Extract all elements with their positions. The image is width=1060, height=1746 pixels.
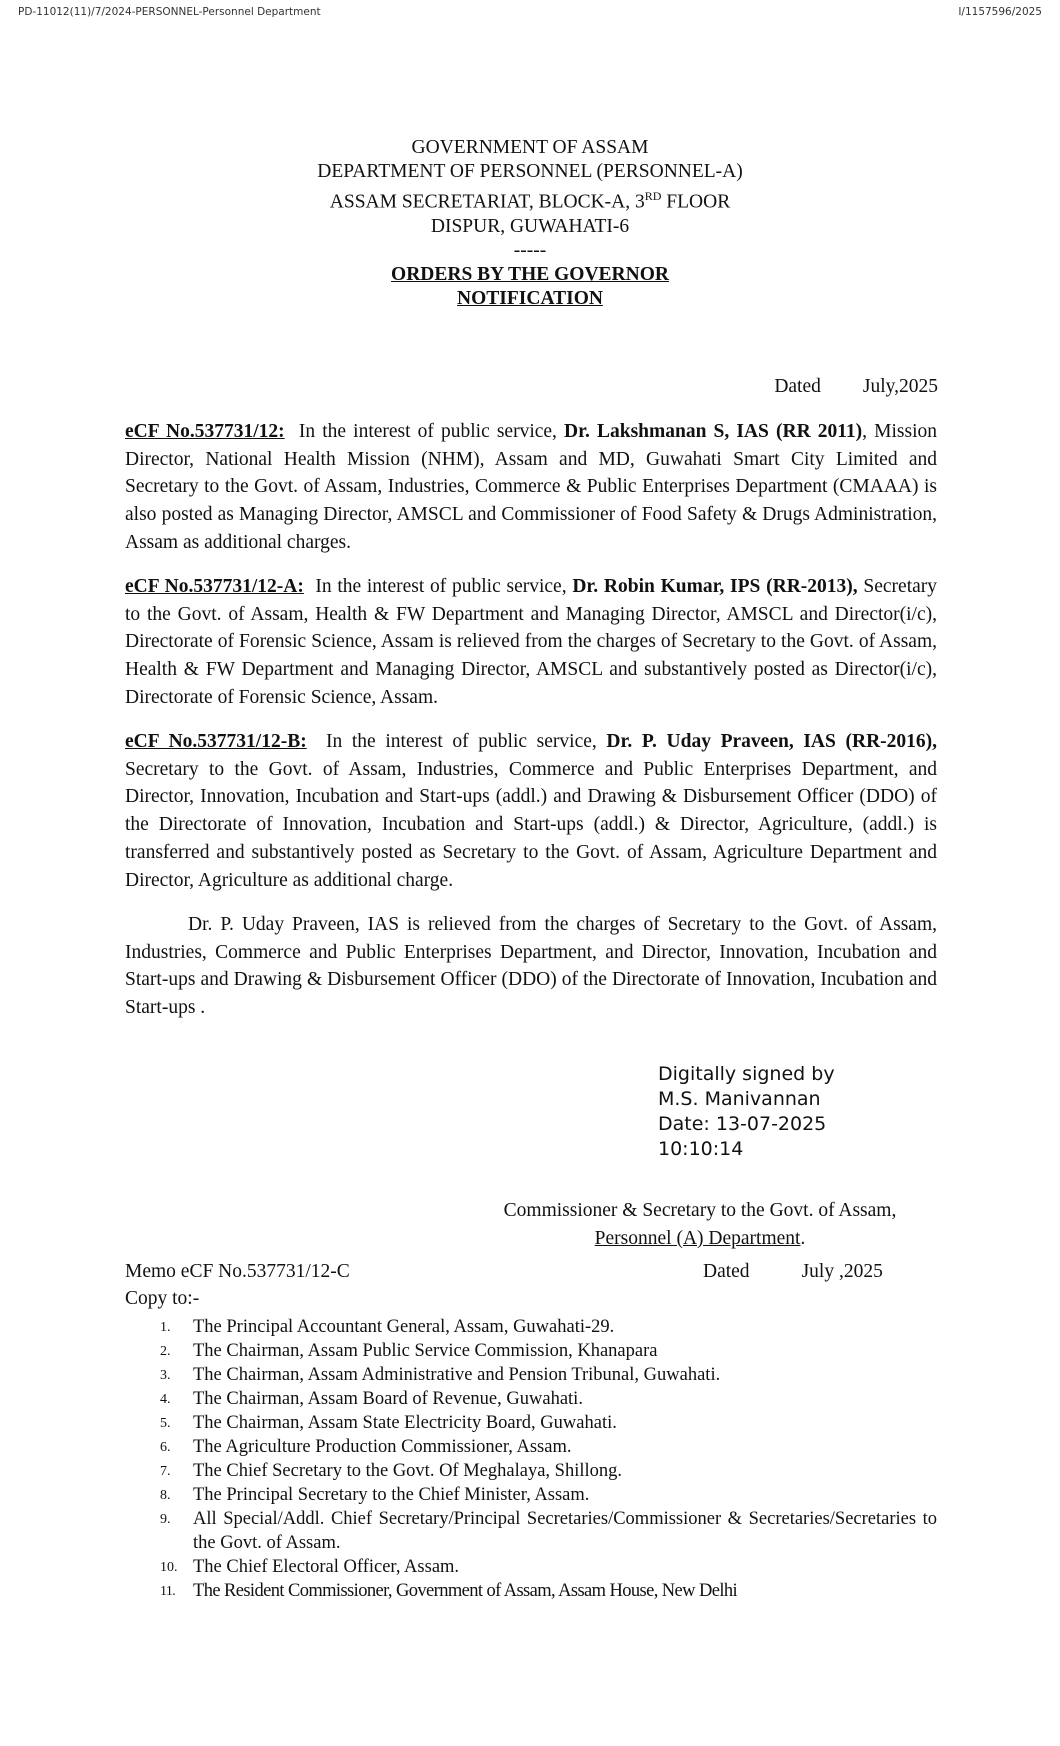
signature-time: 10:10:14 [658,1138,744,1160]
header-separator: ----- [513,239,547,261]
order-paragraph-3 [125,728,937,894]
list-number: 4. [160,1392,171,1407]
copy-list [160,1315,937,1603]
list-item [160,1579,937,1603]
officer-name: Dr. P. Uday Praveen, IAS (RR-2016), [606,731,938,752]
list-text: The Chairman, Assam State Electricity Board, Guwahati. [193,1413,617,1433]
list-number: 8. [160,1488,171,1503]
list-number: 10. [160,1560,178,1575]
digital-signature [658,1062,835,1162]
list-text: The Agriculture Production Commissioner, Assam. [193,1437,572,1457]
memo-dated-value: July ,2025 [801,1261,883,1282]
header-address [0,184,1060,215]
order-lead: In the interest of public service, [326,731,597,752]
list-number: 1. [160,1320,171,1335]
list-number: 3. [160,1368,171,1383]
dated-label: Dated [774,376,821,397]
letterhead [0,136,1060,311]
officer-name: Dr. Lakshmanan S, IAS (RR 2011) [564,421,863,442]
list-number: 2. [160,1344,171,1359]
officer-name: Dr. Robin Kumar, IPS (RR-2013), [572,576,858,597]
header-address-floor: FLOOR [661,191,731,213]
list-number: 9. [160,1512,171,1527]
list-number: 11. [160,1584,176,1599]
list-text: The Chief Electoral Officer, Assam. [193,1557,460,1577]
header-government: GOVERNMENT OF ASSAM [411,137,649,158]
order-lead: In the interest of public service, [298,421,557,442]
order-lead: In the interest of public service, [315,576,567,597]
list-item [160,1387,937,1411]
list-item [160,1339,937,1363]
list-item [160,1435,937,1459]
signature-signer: M.S. Manivannan [658,1088,821,1110]
notification-heading: NOTIFICATION [457,287,603,309]
memo-reference: Memo eCF No.537731/12-C [125,1261,350,1282]
list-text: The Principal Secretary to the Chief Minister, Assam. [193,1485,590,1505]
orders-heading: ORDERS BY THE GOVERNOR [391,263,669,285]
order-paragraph-2 [125,573,937,712]
list-item [160,1411,937,1435]
list-number: 5. [160,1416,171,1431]
copy-to-label: Copy to:- [125,1288,200,1309]
designation-suffix: . [800,1228,806,1249]
signature-line-1: Digitally signed by [658,1063,835,1085]
order-reference: eCF No.537731/12-A: [125,576,304,597]
order-body: , Mission Director, National Health Mission (NHM), Assam and MD, Guwahati Smart City Limited and Secretary to the Govt. of Assam, Industries, Commerce & Public Enterprises Department (CMAAA) is also posted as Managing Director, AMSCL and Commissioner of Food Safety & Drugs Administration, Assam as additional charges. [125,421,938,553]
memo-dated-label: Dated [703,1261,750,1282]
follow-up-paragraph: Dr. P. Uday Praveen, IAS is relieved from the charges of Secretary to the Govt. of Assam, Industries, Commerce and Public Enterprises Department, and Director, Innovation, Incubation and Start-ups and Drawing & Disbursement Officer (DDO) of the Directorate of Innovation, Incubation and Start-ups . [125,914,937,1019]
list-text: The Principal Accountant General, Assam, Guwahati-29. [193,1317,615,1337]
list-item [160,1315,937,1339]
list-item [160,1483,937,1507]
dated-value: July,2025 [862,376,938,397]
designation-line-2 [480,1225,920,1253]
list-text: The Resident Commissioner, Government of Assam, Assam House, New Delhi [193,1581,738,1601]
list-item [160,1363,937,1387]
list-item [160,1507,937,1555]
header-address-text: ASSAM SECRETARIAT, BLOCK-A, 3 [329,191,645,213]
header-floor-superscript: RD [644,189,662,203]
order-paragraph-1 [125,418,937,557]
order-reference: eCF No.537731/12-B: [125,731,307,752]
designation-line-1: Commissioner & Secretary to the Govt. of Assam, [503,1200,897,1221]
header-city: DISPUR, GUWAHATI-6 [430,215,630,237]
order-reference: eCF No.537731/12: [125,421,285,442]
list-text: The Chairman, Assam Board of Revenue, Guwahati. [193,1389,583,1409]
signatory-designation [480,1197,920,1253]
list-number: 6. [160,1440,171,1455]
list-text: All Special/Addl. Chief Secretary/Principal Secretaries/Commissioner & Secretaries/Secretaries to the Govt. of Assam. [193,1509,937,1553]
list-item [160,1459,937,1483]
list-text: The Chief Secretary to the Govt. Of Meghalaya, Shillong. [193,1461,622,1481]
file-reference: PD-11012(11)/7/2024-PERSONNEL-Personnel Department [18,6,321,18]
order-body: Secretary to the Govt. of Assam, Industries, Commerce and Public Enterprises Department, and Director, Innovation, Incubation and Start-ups (addl.) and Drawing & Disbursement Officer (DDO) of the Directorate of Innovation, Incubation and Start-ups (addl.) & Director, Agriculture, (addl.) is transferred and substantively posted as Secretary to the Govt. of Assam, Agriculture Department and Director, Agriculture as additional charge. [125,758,937,891]
notification-date [774,376,938,398]
memo-row [125,1261,900,1283]
list-text: The Chairman, Assam Public Service Commission, Khanapara [193,1341,658,1361]
list-text: The Chairman, Assam Administrative and Pension Tribunal, Guwahati. [193,1365,721,1385]
memo-date [703,1261,883,1283]
list-item [160,1555,937,1579]
order-body: Secretary to the Govt. of Assam, Health & FW Department and Managing Director, AMSCL and Director(i/c), Directorate of Forensic Science, Assam is relieved from the charges of Secretary to the Govt. of Assam, Health & FW Department and Managing Director, AMSCL and substantively posted as Director(i/c), Directorate of Forensic Science, Assam. [125,576,938,708]
receipt-reference: I/1157596/2025 [958,6,1042,18]
list-number: 7. [160,1464,171,1479]
designation-department: Personnel (A) Department [594,1228,801,1249]
signature-date: Date: 13-07-2025 [658,1113,827,1135]
header-department: DEPARTMENT OF PERSONNEL (PERSONNEL-A) [317,161,743,182]
